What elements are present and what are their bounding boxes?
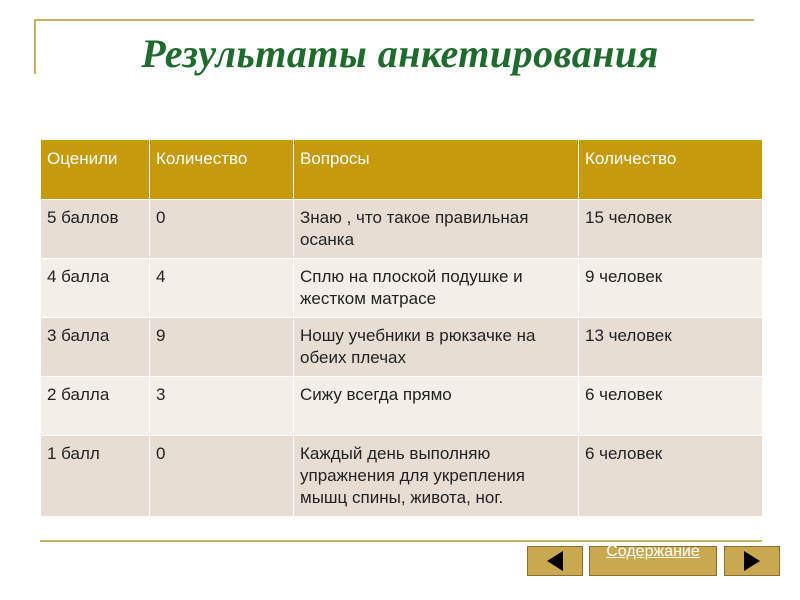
- cell-count: 0: [150, 200, 294, 259]
- cell-count: 4: [150, 259, 294, 318]
- cell-question: Каждый день выполняю упражнения для укрепления мышц спины, живота, ног.: [294, 436, 579, 517]
- table-row: [41, 259, 763, 318]
- cell-rating: 1 балл: [41, 436, 150, 517]
- cell-question: Сплю на плоской подушке и жестком матрасе: [294, 259, 579, 318]
- table-row: [41, 436, 763, 517]
- cell-people: 9 человек: [579, 259, 763, 318]
- results-table: [40, 139, 763, 517]
- cell-count: 0: [150, 436, 294, 517]
- cell-people: 13 человек: [579, 318, 763, 377]
- header-count: Количество: [150, 140, 294, 200]
- triangle-right-icon: [744, 551, 760, 571]
- cell-rating: 3 балла: [41, 318, 150, 377]
- cell-question: Знаю , что такое правильная осанка: [294, 200, 579, 259]
- contents-link[interactable]: Содержание: [606, 543, 700, 560]
- table-row: [41, 377, 763, 436]
- triangle-left-icon: [547, 551, 563, 571]
- cell-count: 9: [150, 318, 294, 377]
- header-count-people: Количество: [579, 140, 763, 200]
- header-questions: Вопросы: [294, 140, 579, 200]
- frame-top-line: [34, 19, 754, 21]
- cell-question: Ношу учебники в рюкзачке на обеих плечах: [294, 318, 579, 377]
- cell-people: 15 человек: [579, 200, 763, 259]
- table-row: [41, 200, 763, 259]
- cell-rating: 5 баллов: [41, 200, 150, 259]
- slide-title: Результаты анкетирования: [141, 31, 659, 76]
- cell-people: 6 человек: [579, 436, 763, 517]
- previous-slide-button[interactable]: [527, 546, 583, 576]
- cell-count: 3: [150, 377, 294, 436]
- cell-rating: 4 балла: [41, 259, 150, 318]
- table-row: [41, 318, 763, 377]
- table-header-row: [41, 140, 763, 200]
- next-slide-button[interactable]: [724, 546, 780, 576]
- cell-rating: 2 балла: [41, 377, 150, 436]
- header-rated: Оценили: [41, 140, 150, 200]
- cell-people: 6 человек: [579, 377, 763, 436]
- cell-question: Сижу всегда прямо: [294, 377, 579, 436]
